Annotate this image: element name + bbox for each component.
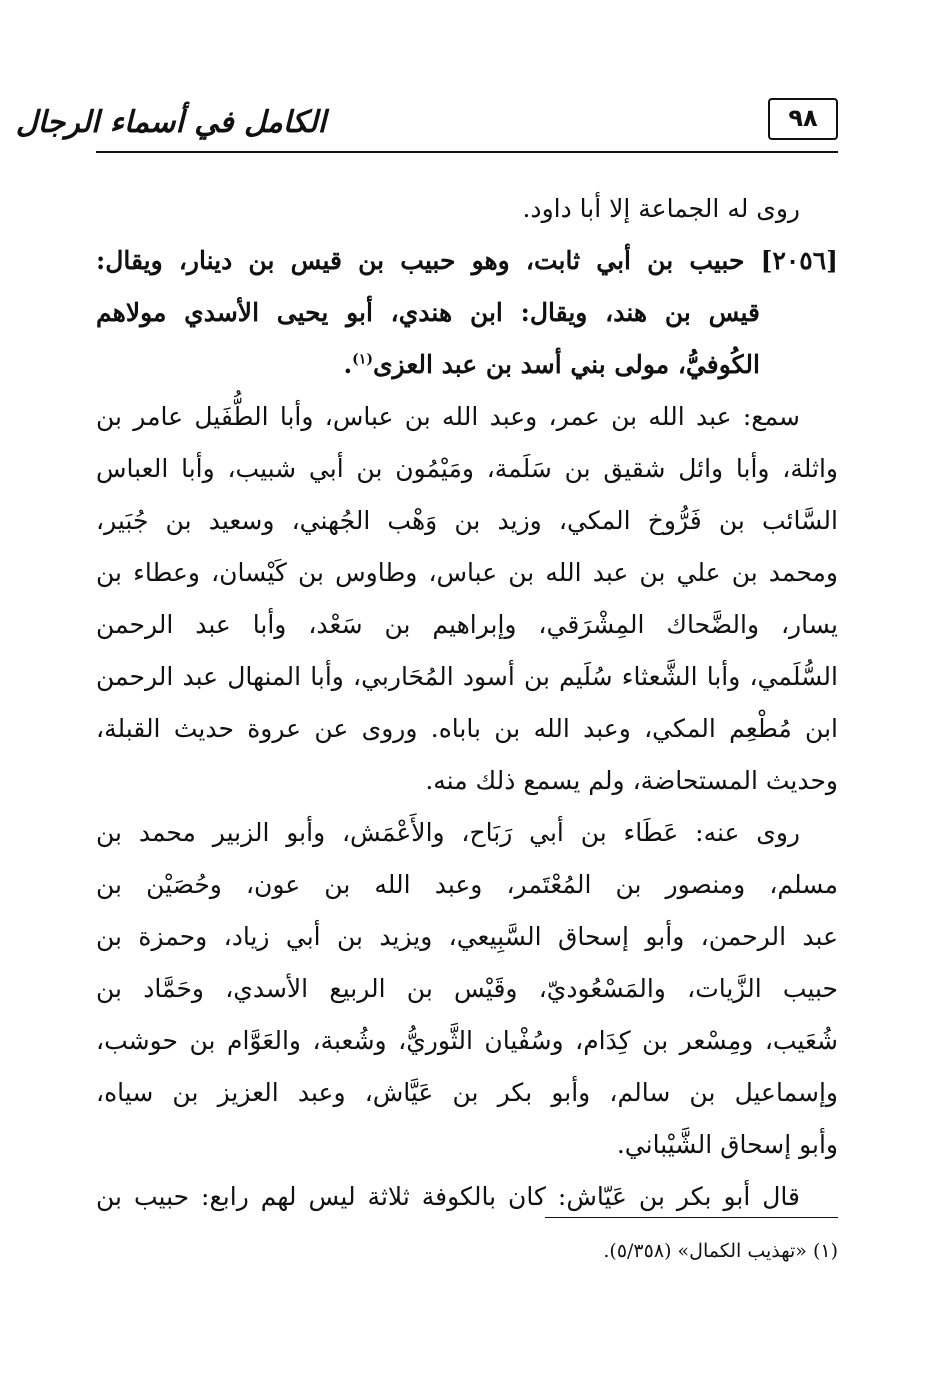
text-line: وأبو إسحاق الشَّيْباني. xyxy=(616,1130,838,1159)
text-line: وحديث المستحاضة، ولم يسمع ذلك منه. xyxy=(425,766,838,795)
entry-heading-line: قيس بن هند، ويقال: ابن هندي، أبو يحيى الأسدي مولاهم xyxy=(96,298,760,327)
footnote-marker: (١) xyxy=(352,351,373,368)
text-line: ابن مُطْعِم المكي، وعبد الله بن باباه. وروى عن عروة حديث القبلة، xyxy=(96,714,838,743)
text-line: روى له الجماعة إلا أبا داود. xyxy=(522,194,800,223)
heading-text: الكُوفيُّ، مولى بني أسد بن عبد العزى xyxy=(372,350,760,379)
text-line: واثلة، وأبا وائل شقيق بن سَلَمة، ومَيْمُون بن أبي شبيب، وأبا العباس xyxy=(96,454,838,483)
text-line: مسلم، ومنصور بن المُعْتَمر، وعبد الله بن عون، وحُصَيْن بن xyxy=(96,870,838,899)
text-line: قال أبو بكر بن عَيّاش: كان بالكوفة ثلاثة ليس لهم رابع: حبيب بن xyxy=(96,1182,800,1211)
text-line: شُعَيب، ومِسْعر بن كِدَام، وسُفْيان الثَّوريُّ، وشُعبة، والعَوَّام بن حوشب، xyxy=(96,1026,838,1055)
text-line: ومحمد بن علي بن عبد الله بن عباس، وطاوس بن كَيْسان، وعطاء بن xyxy=(96,558,838,587)
page-number: ٩٨ xyxy=(768,98,838,140)
text-line: حبيب الزَّيات، والمَسْعُوديّ، وقَيْس بن الربيع الأسدي، وحَمَّاد بن xyxy=(96,974,838,1003)
footnote-separator xyxy=(545,1217,838,1218)
text-line: يسار، والضَّحاك المِشْرَقي، وإبراهيم بن سَعْد، وأبا عبد الرحمن xyxy=(96,610,838,639)
heading-period: . xyxy=(343,350,353,379)
header-rule xyxy=(96,151,838,153)
text-line: عبد الرحمن، وأبو إسحاق السَّبِيعي، ويزيد بن أبي زياد، وحمزة بن xyxy=(96,922,838,951)
text-line: السُّلَمي، وأبا الشَّعثاء سُلَيم بن أسود المُحَاربي، وأبا المنهال عبد الرحمن xyxy=(96,662,838,691)
page-header xyxy=(15,96,838,156)
text-line: وإسماعيل بن سالم، وأبو بكر بن عَيَّاش، وعبد العزيز بن سياه، xyxy=(96,1078,838,1107)
text-line: السَّائب بن فَرُّوخ المكي، وزيد بن وَهْب الجُهني، وسعيد بن جُبَير، xyxy=(96,506,838,535)
book-title-calligraphy: الكامل في أسماء الرجال xyxy=(15,105,326,140)
body-text xyxy=(96,183,838,1223)
entry-heading-line: [٢٠٥٦] حبيب بن أبي ثابت، وهو حبيب بن قيس بن دينار، ويقال: xyxy=(96,246,838,275)
text-line: روى عنه: عَطَاء بن أبي رَبَاح، والأَعْمَش، وأبو الزبير محمد بن xyxy=(96,818,800,847)
entry-heading-line xyxy=(96,339,838,391)
footnote: (١) «تهذيب الكمال» (٥/٣٥٨). xyxy=(603,1240,838,1262)
text-line: سمع: عبد الله بن عمر، وعبد الله بن عباس، وأبا الطُّفَيل عامر بن xyxy=(96,402,800,431)
